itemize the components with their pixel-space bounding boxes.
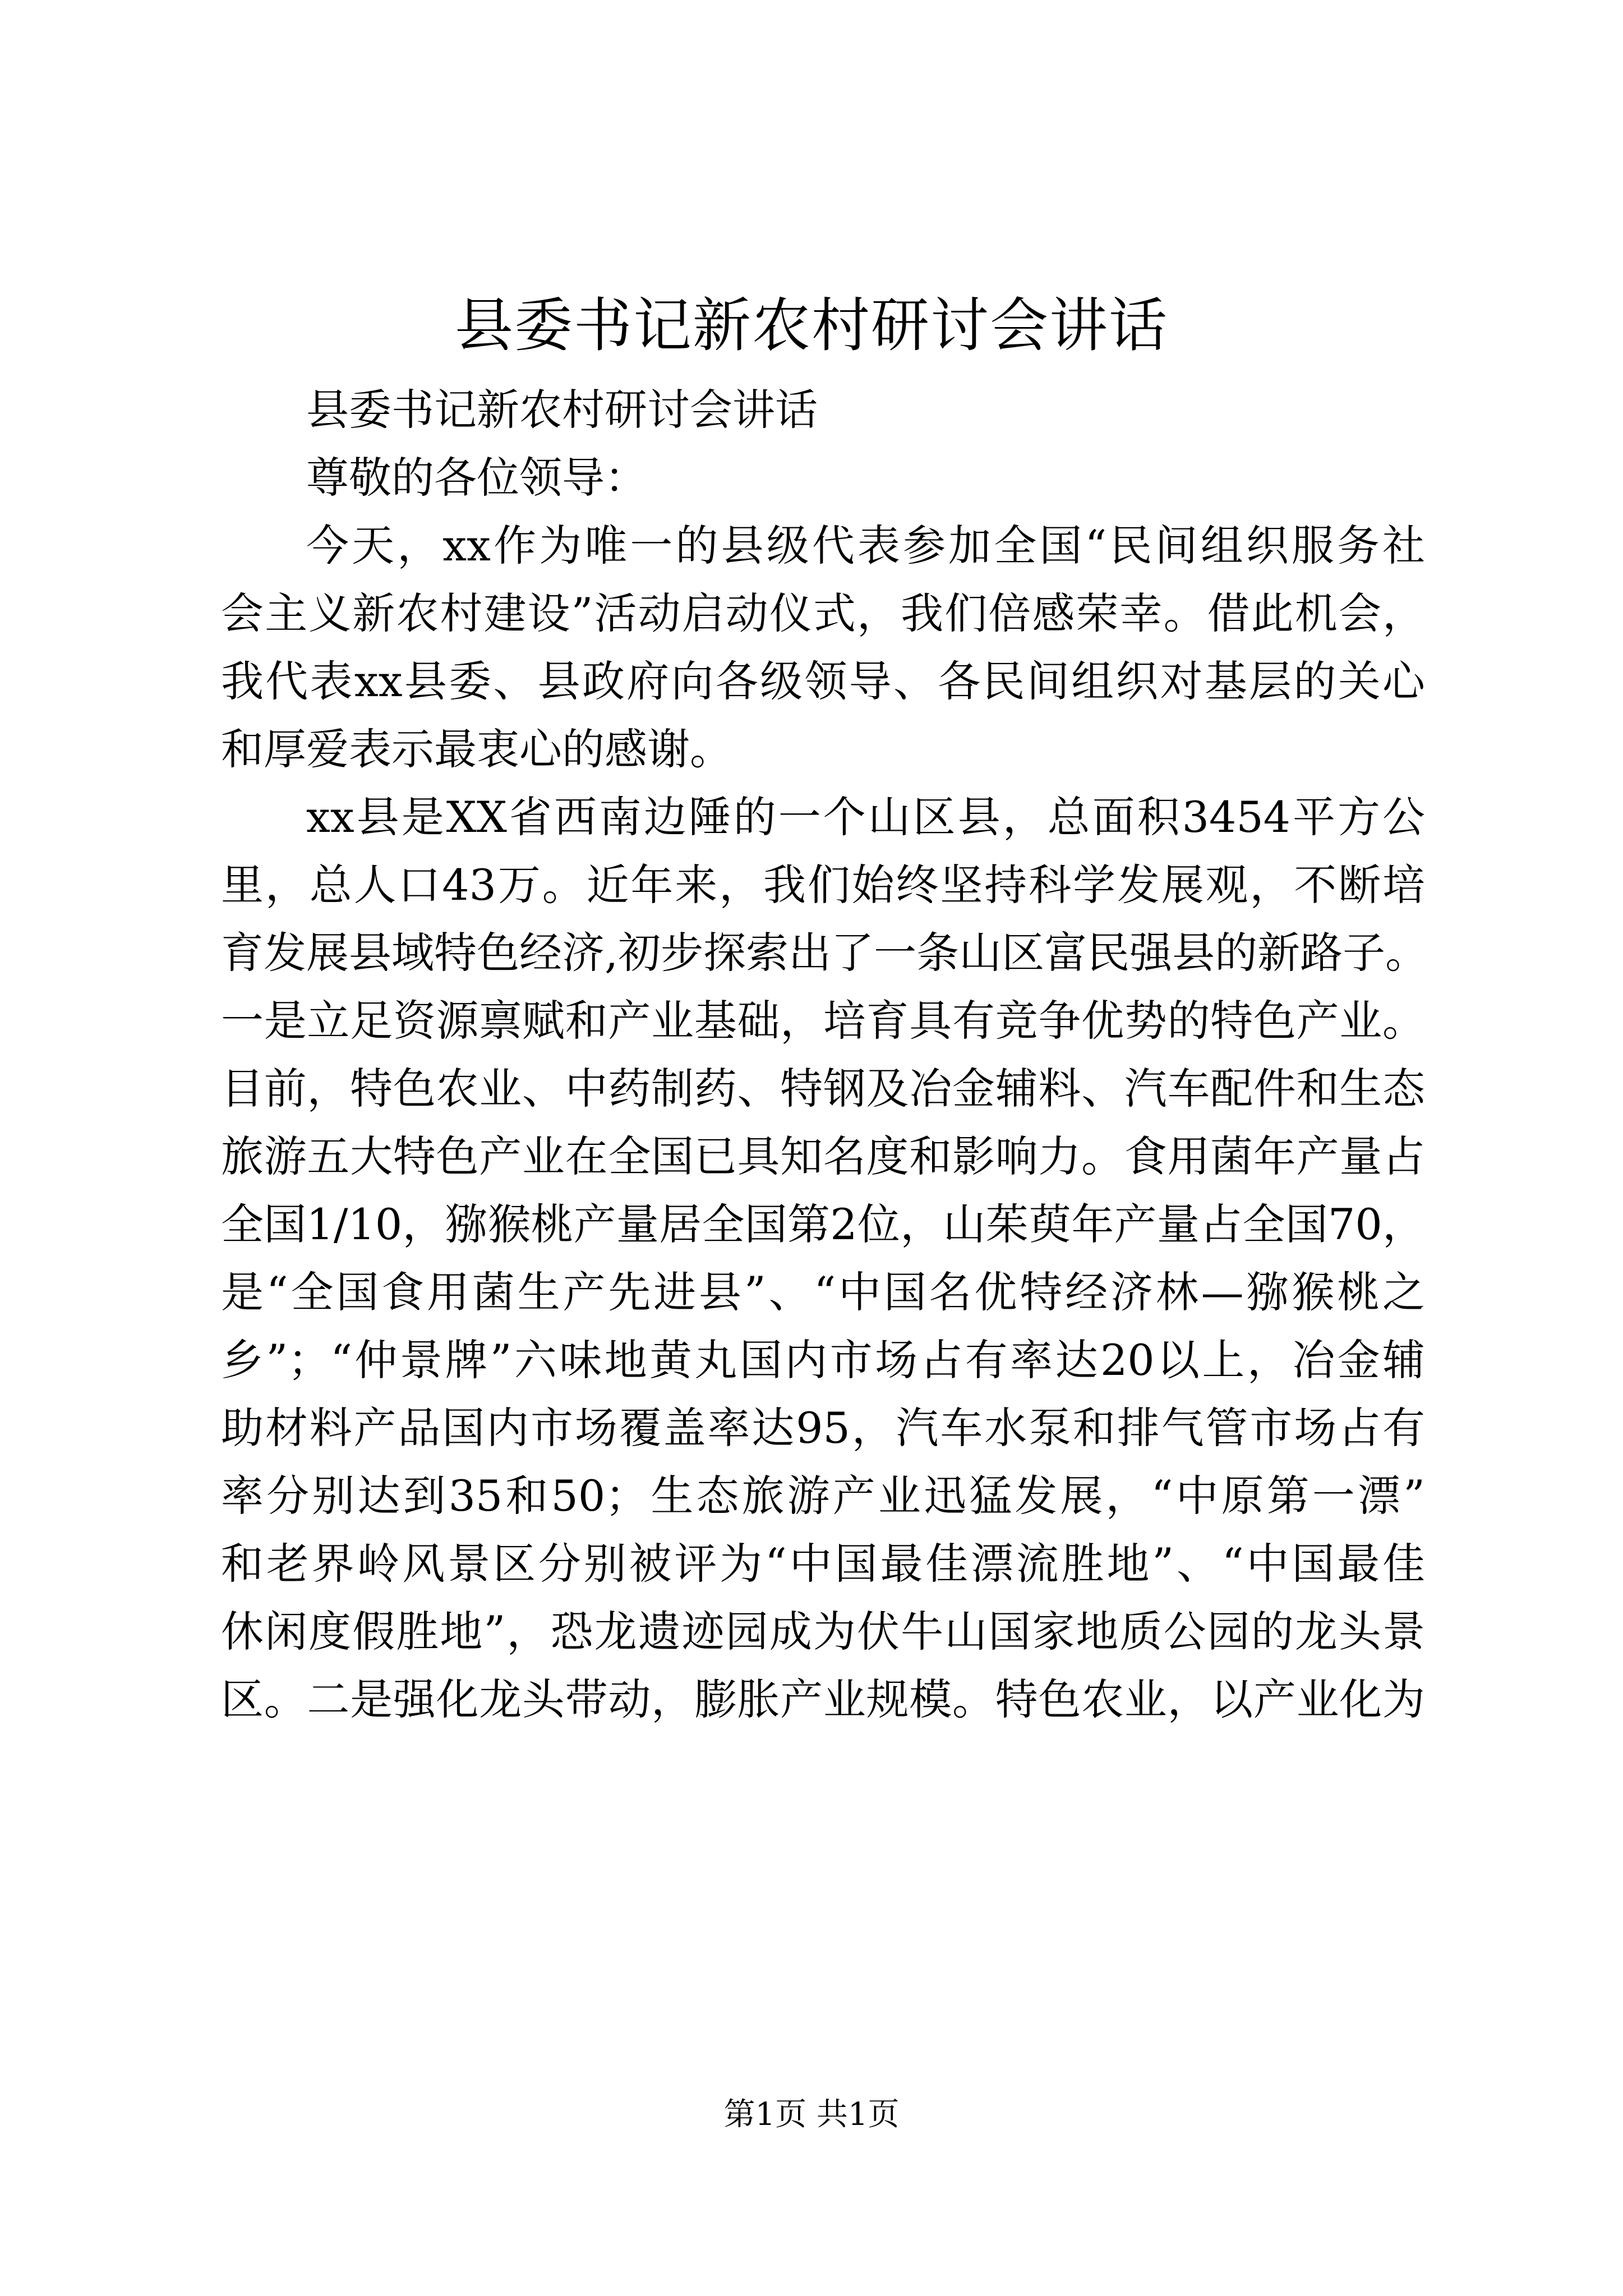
document-title: 县委书记新农村研讨会讲话 (454, 291, 1168, 360)
body-line: 会主义新农村建设”活动启动仪式，我们倍感荣幸。借此机会， (221, 588, 1425, 638)
body-line-subtitle: 县委书记新农村研讨会讲话 (306, 385, 818, 435)
body-line: 育发展县域特色经济,初步探索出了一条山区富民强县的新路子。 (221, 928, 1428, 978)
body-line: 一是立足资源禀赋和产业基础，培育具有竞争优势的特色产业。 (221, 996, 1425, 1046)
body-line: 今天，xx作为唯一的县级代表参加全国“民间组织服务社 (306, 521, 1425, 570)
body-line: 我代表xx县委、县政府向各级领导、各民间组织对基层的关心 (221, 656, 1425, 706)
body-line: 是“全国食用菌生产先进县”、“中国名优特经济林—猕猴桃之 (221, 1267, 1425, 1317)
body-line: 休闲度假胜地”，恐龙遗迹园成为伏牛山国家地质公园的龙头景 (221, 1607, 1425, 1657)
body-line: 全国1/10，猕猴桃产量居全国第2位，山茱萸年产量占全国70， (221, 1199, 1425, 1249)
body-line: 和厚爱表示最衷心的感谢。 (221, 724, 732, 774)
body-line: 乡”；“仲景牌”六味地黄丸国内市场占有率达20以上，冶金辅 (221, 1335, 1425, 1385)
body-line-salutation: 尊敬的各位领导： (306, 453, 647, 503)
body-line: 和老界岭风景区分别被评为“中国最佳漂流胜地”、“中国最佳 (221, 1539, 1425, 1589)
body-line: 助材料产品国内市场覆盖率达95，汽车水泵和排气管市场占有 (221, 1403, 1425, 1453)
page-number-footer: 第1页 共1页 (723, 2096, 900, 2133)
body-line: 区。二是强化龙头带动，膨胀产业规模。特色农业，以产业化为 (221, 1674, 1425, 1724)
body-line: 率分别达到35和50；生态旅游产业迅猛发展，“中原第一漂” (221, 1471, 1425, 1521)
body-line: 旅游五大特色产业在全国已具知名度和影响力。食用菌年产量占 (221, 1131, 1425, 1181)
body-line: 里，总人口43万。近年来，我们始终坚持科学发展观，不断培 (221, 860, 1425, 910)
document-body (221, 376, 1428, 1733)
body-line: xx县是XX省西南边陲的一个山区县，总面积3454平方公 (306, 792, 1425, 842)
body-line: 目前，特色农业、中药制药、特钢及冶金辅料、汽车配件和生态 (221, 1064, 1425, 1114)
